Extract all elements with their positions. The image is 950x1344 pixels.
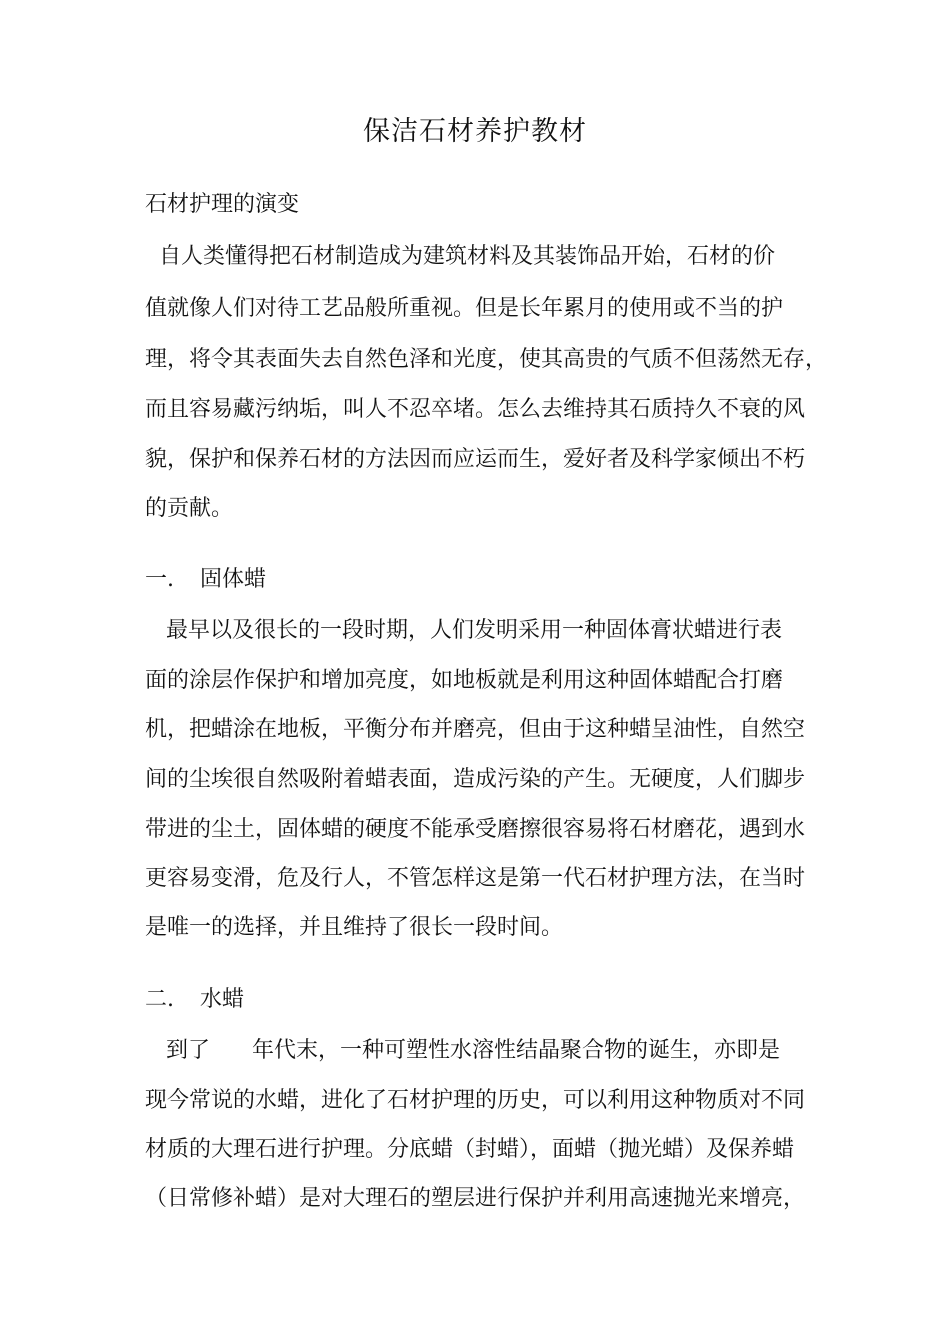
section1-line: 最早以及很长的一段时期，人们发明采用一种固体膏状蜡进行表 [145, 618, 782, 643]
section2-line: 到了 年代末，一种可塑性水溶性结晶聚合物的诞生，亦即是 [145, 1038, 780, 1063]
section-title: 水蜡 [200, 987, 245, 1012]
section-heading-solid-wax [145, 563, 266, 597]
intro-line: 的贡献。 [145, 496, 234, 521]
section2-line: 现今常说的水蜡，进化了石材护理的历史，可以利用这种物质对不同 [145, 1088, 806, 1113]
intro-heading: 石材护理的演变 [145, 192, 300, 217]
section2-line: （日常修补蜡）是对大理石的塑层进行保护并利用高速抛光来增亮， [145, 1186, 806, 1211]
section-number: 一. [145, 567, 174, 592]
section1-line: 带进的尘土，固体蜡的硬度不能承受磨擦很容易将石材磨花，遇到水 [145, 817, 806, 842]
section1-line: 间的尘埃很自然吸附着蜡表面，造成污染的产生。无硬度，人们脚步 [145, 767, 806, 792]
document-title: 保洁石材养护教材 [363, 116, 587, 147]
section-number: 二. [145, 987, 174, 1012]
intro-line: 理，将令其表面失去自然色泽和光度，使其高贵的气质不但荡然无存， [145, 347, 828, 372]
section1-line: 是唯一的选择，并且维持了很长一段时间。 [145, 915, 564, 940]
section-heading-water-wax [145, 983, 244, 1017]
intro-line: 自人类懂得把石材制造成为建筑材料及其装饰品开始，石材的价 [145, 244, 775, 269]
section1-line: 更容易变滑，危及行人，不管怎样这是第一代石材护理方法，在当时 [145, 866, 806, 891]
section2-line: 材质的大理石进行护理。分底蜡（封蜡），面蜡（抛光蜡）及保养蜡 [145, 1137, 795, 1162]
intro-line: 值就像人们对待工艺品般所重视。但是长年累月的使用或不当的护 [145, 296, 784, 321]
intro-line: 貌，保护和保养石材的方法因而应运而生，爱好者及科学家倾出不朽 [145, 447, 806, 472]
section-title: 固体蜡 [200, 567, 267, 592]
intro-line: 而且容易藏污纳垢，叫人不忍卒堵。怎么去维持其石质持久不衰的风 [145, 397, 806, 422]
section1-line: 面的涂层作保护和增加亮度，如地板就是利用这种固体蜡配合打磨 [145, 668, 784, 693]
section1-line: 机，把蜡涂在地板，平衡分布并磨亮，但由于这种蜡呈油性，自然空 [145, 717, 806, 742]
